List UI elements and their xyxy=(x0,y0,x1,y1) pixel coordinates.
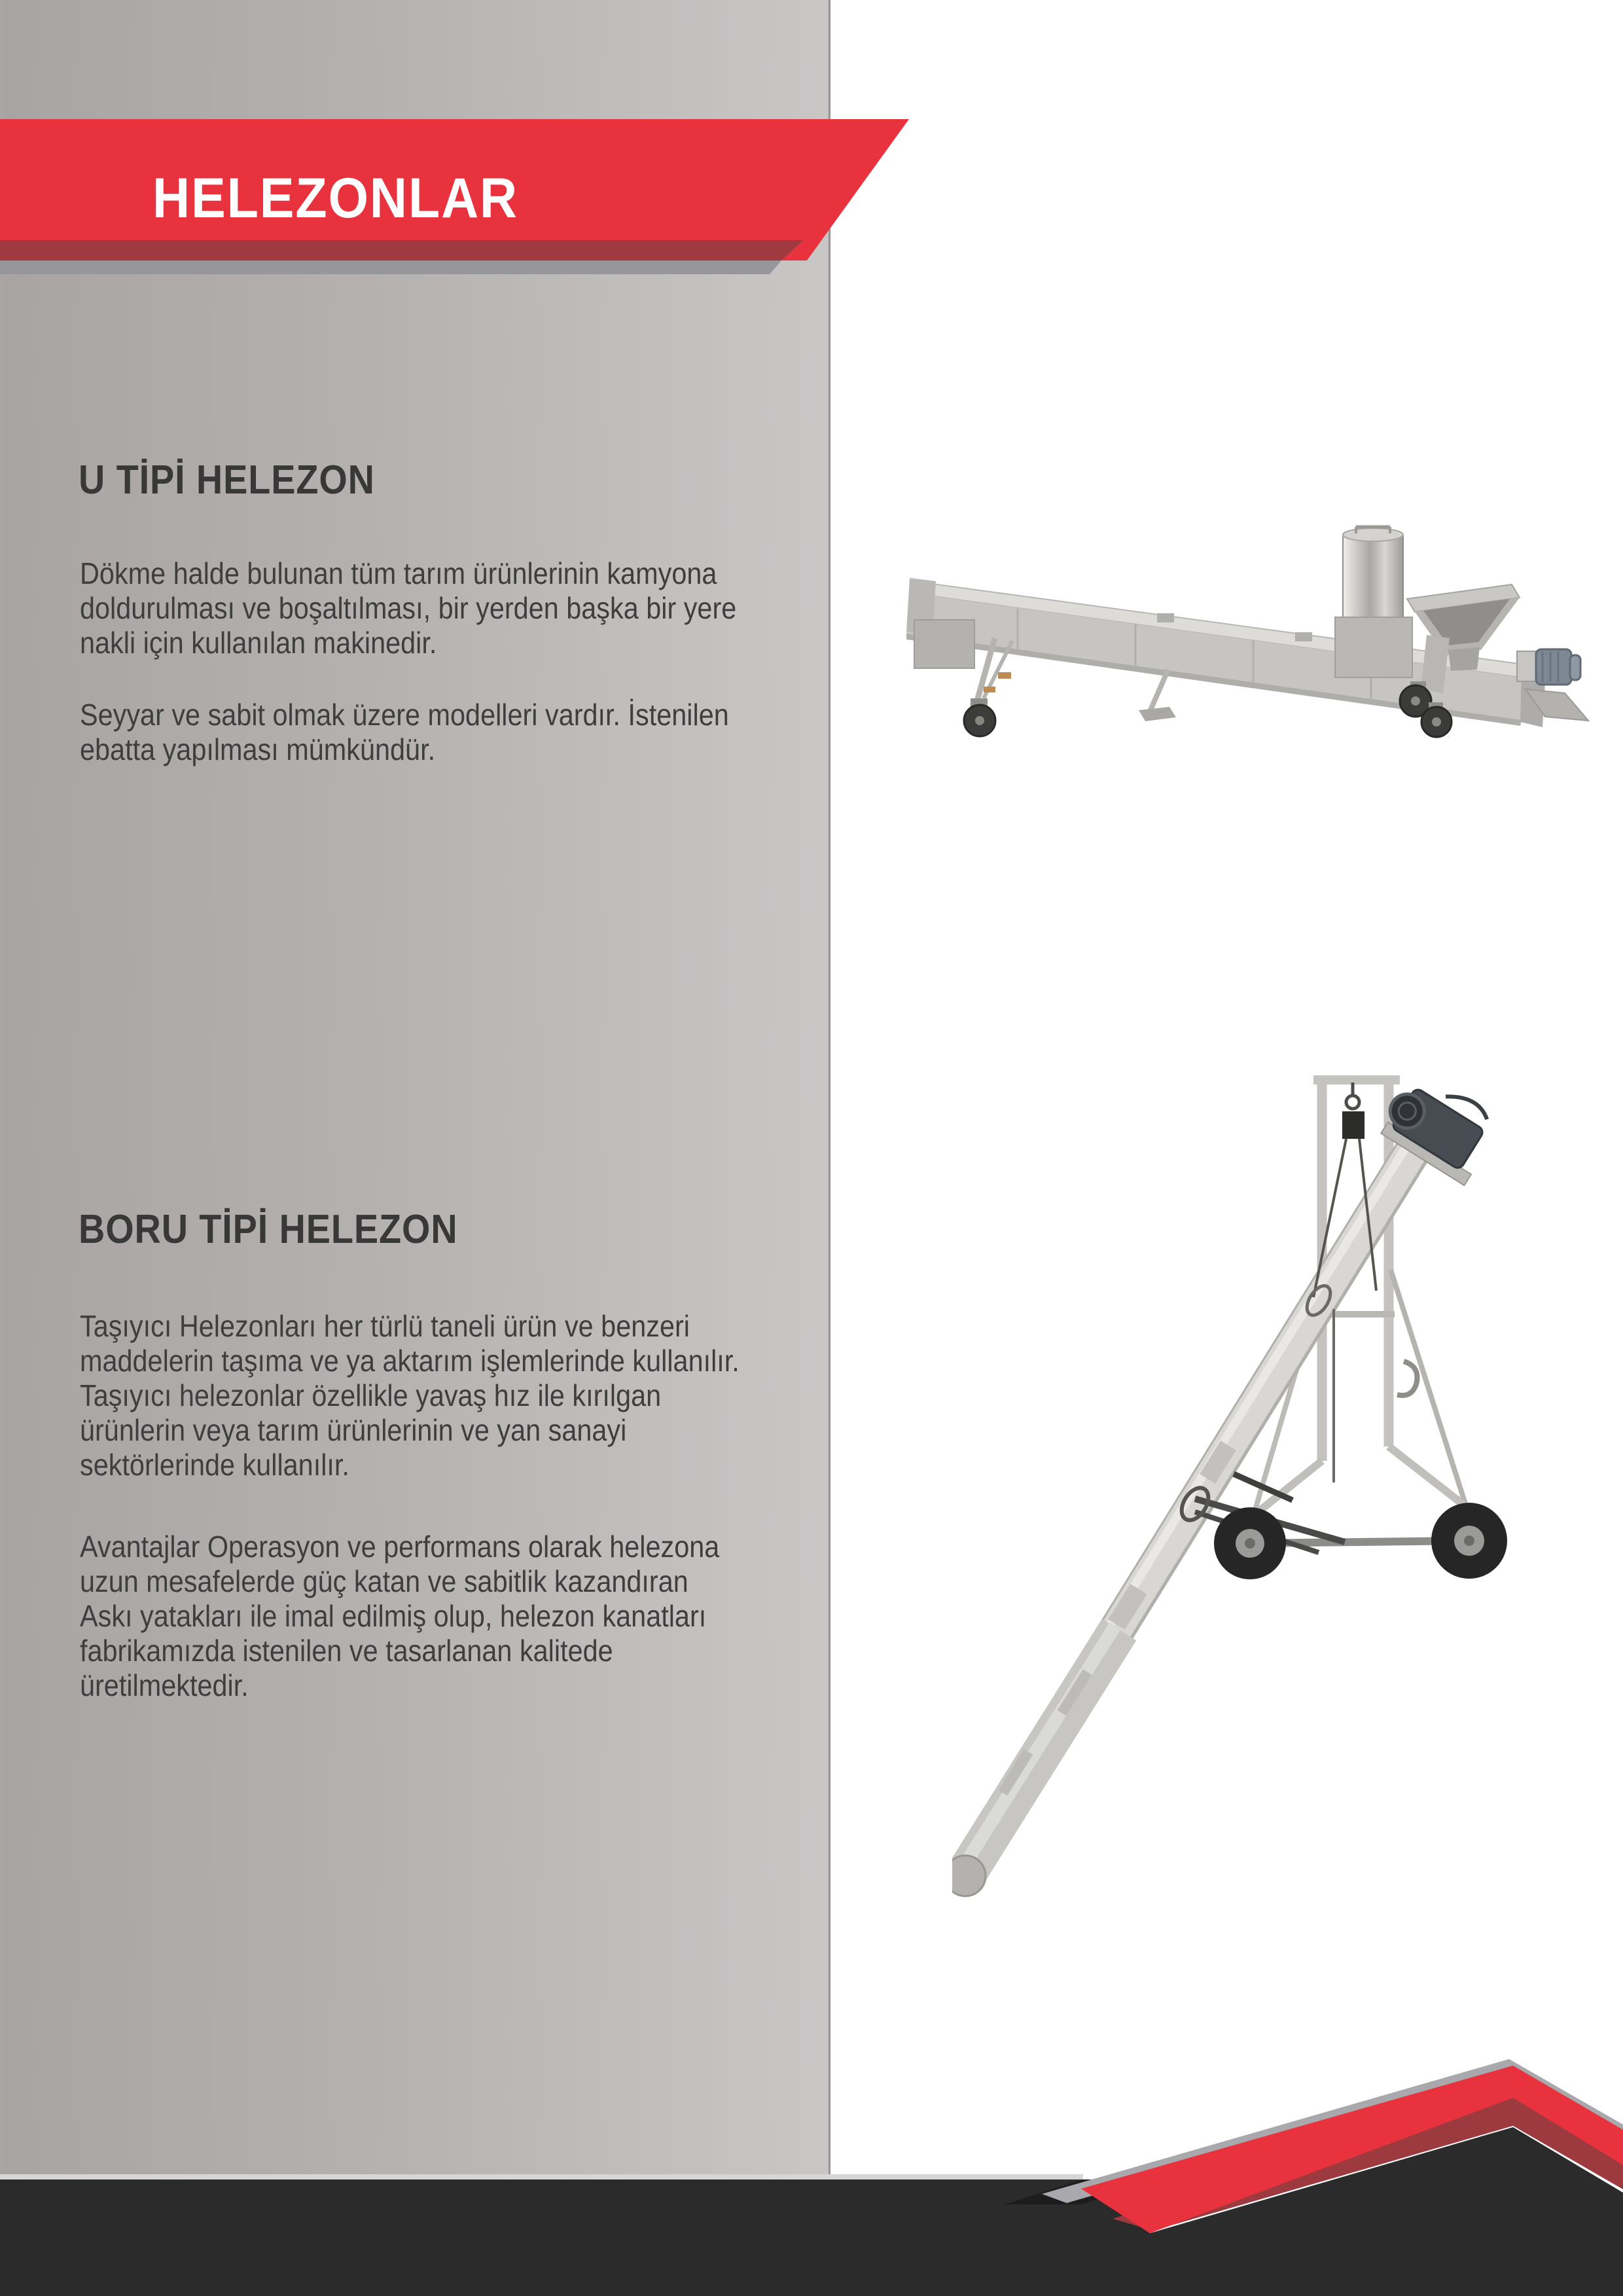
text-line: sektörlerinde kullanılır. xyxy=(80,1448,349,1482)
inlet-cylinder xyxy=(1335,527,1412,677)
section2-paragraph-2 xyxy=(80,1530,791,1703)
text-line: Taşıyıcı helezonlar özellikle yavaş hız ile kırılgan xyxy=(80,1378,662,1412)
section1-paragraph-2 xyxy=(80,698,801,767)
trolley-undercarriage xyxy=(1176,1474,1507,1579)
middle-support-leg xyxy=(1139,670,1176,721)
text-line: Taşıyıcı Helezonları her türlü taneli ürün ve benzeri xyxy=(80,1309,690,1343)
end-gearbox-housing xyxy=(914,620,974,668)
section1-paragraph-1 xyxy=(80,556,810,660)
section2-paragraph-1 xyxy=(80,1309,813,1482)
text-line: Avantajlar Operasyon ve performans olarak helezona xyxy=(80,1530,720,1564)
banner-gray-stripe xyxy=(0,260,781,274)
text-line: maddelerin taşıma ve ya aktarım işlemlerinde kullanılır. xyxy=(80,1344,740,1378)
text-line: üretilmektedir. xyxy=(80,1668,249,1702)
text-line: ebatta yapılması mümkündür. xyxy=(80,732,436,766)
pulley-block xyxy=(1342,1111,1364,1139)
drive-motor xyxy=(1517,649,1580,685)
u-type-conveyor-photo xyxy=(906,520,1607,789)
hanging-hook-bracket xyxy=(1397,1361,1417,1395)
tube-type-conveyor-photo xyxy=(952,1054,1620,1905)
text-line: nakli için kullanılan makinedir. xyxy=(80,626,437,660)
auger-tube xyxy=(952,1132,1421,1896)
header-banner xyxy=(0,0,1623,281)
text-line: ürünlerin veya tarım ürünlerinin ve yan sanayi xyxy=(80,1413,627,1447)
section-heading-u-tipi-helezon: U TİPİ HELEZON xyxy=(79,457,375,503)
left-gray-panel xyxy=(0,0,830,2181)
text-line: doldurulması ve boşaltılması, bir yerden başka bir yere xyxy=(80,591,737,625)
banner-maroon-stripe xyxy=(0,240,804,260)
text-line: Seyyar ve sabit olmak üzere modelleri vardır. İstenilen xyxy=(80,698,729,732)
text-line: fabrikamızda istenilen ve tasarlanan kalitede xyxy=(80,1634,613,1668)
footer-graphic xyxy=(0,2029,1623,2296)
section-heading-boru-tipi-helezon: BORU TİPİ HELEZON xyxy=(79,1207,458,1252)
page-title: HELEZONLAR xyxy=(152,167,519,230)
footer-top-highlight xyxy=(0,2174,1083,2179)
text-line: Askı yatakları ile imal edilmiş olup, helezon kanatları xyxy=(80,1599,707,1633)
text-line: uzun mesafelerde güç katan ve sabitlik kazandıran xyxy=(80,1564,688,1598)
text-line: Dökme halde bulunan tüm tarım ürünlerinin kamyona xyxy=(80,556,717,590)
